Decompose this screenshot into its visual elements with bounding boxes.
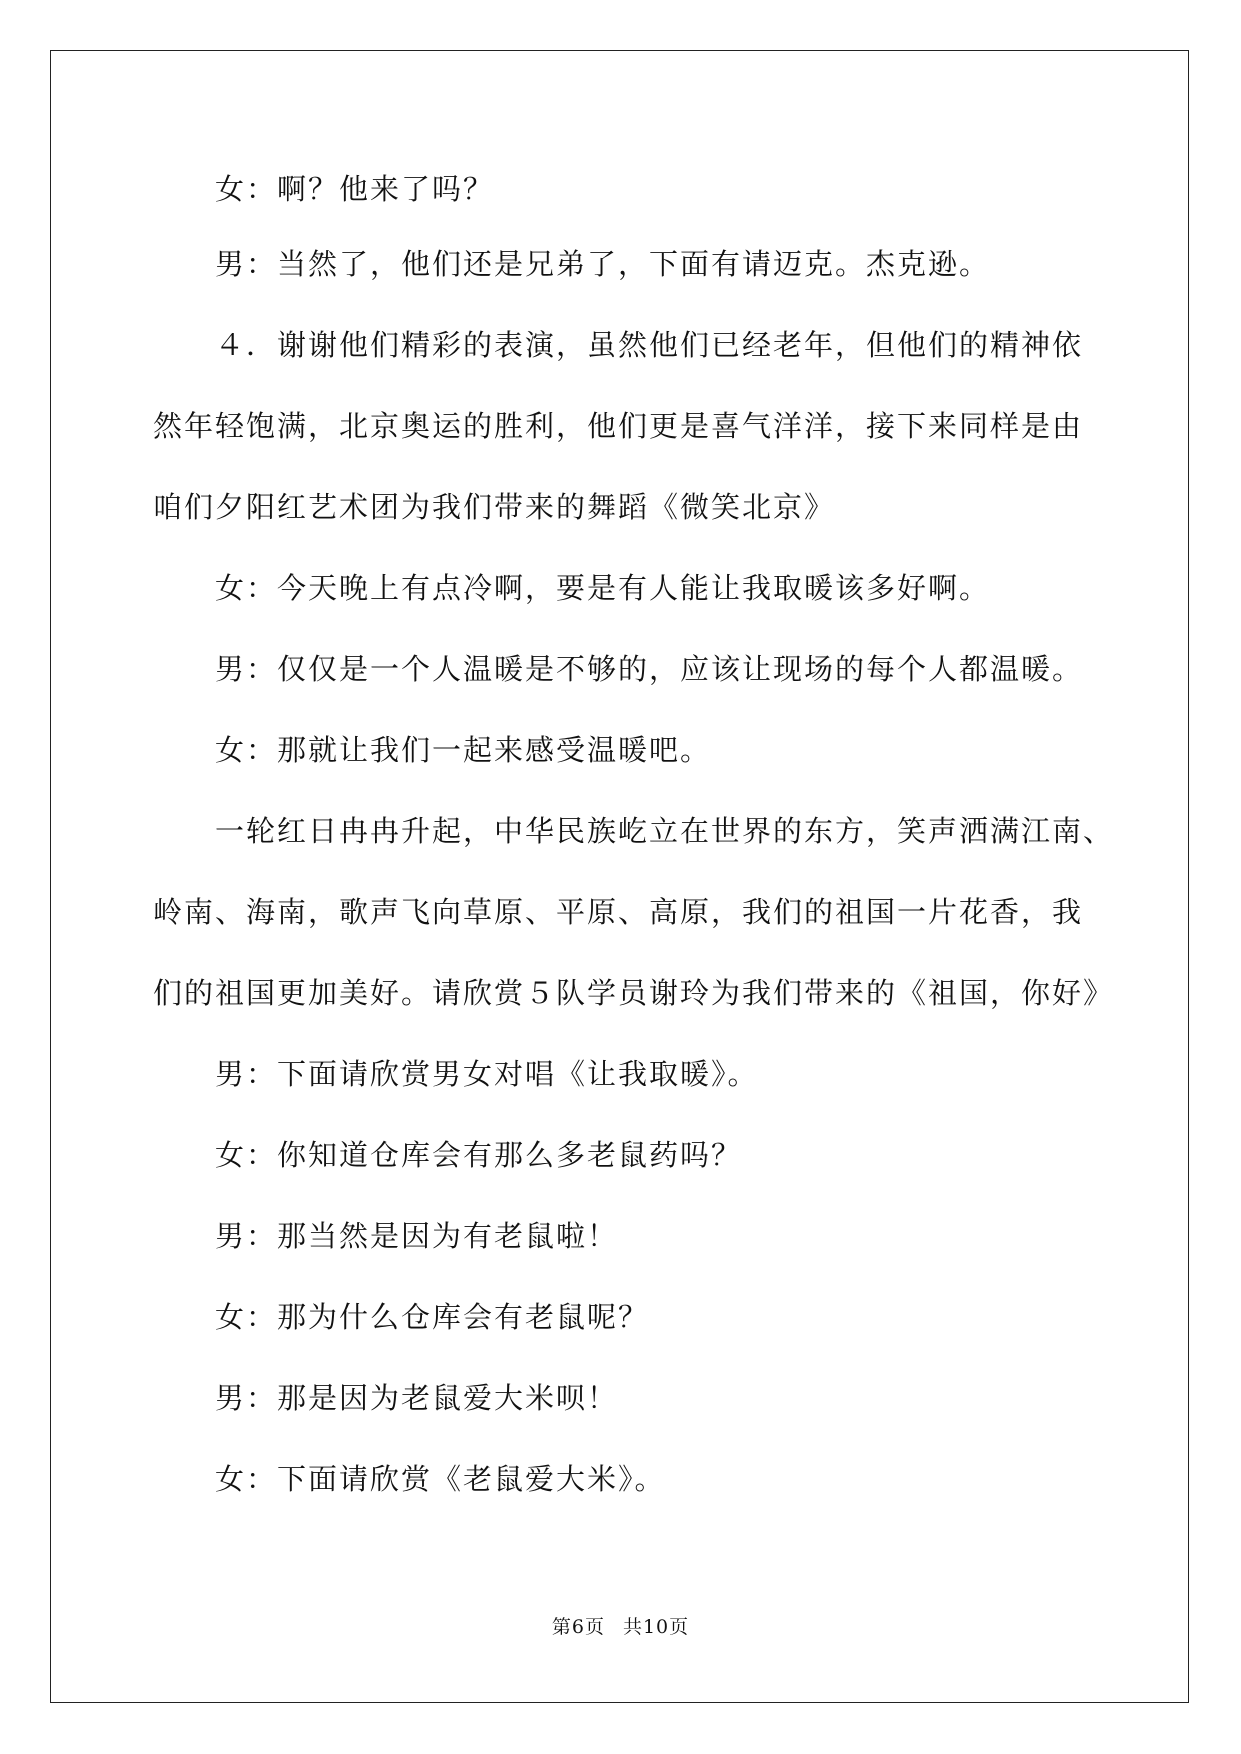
paragraph-line: 一轮红日冉冉升起，中华民族屹立在世界的东方，笑声洒满江南、 xyxy=(215,814,1115,848)
document-body xyxy=(153,171,1115,1520)
paragraph-line: 女：你知道仓库会有那么多老鼠药吗？ xyxy=(215,1138,743,1172)
paragraph-line: 女：今天晚上有点冷啊，要是有人能让我取暖该多好啊。 xyxy=(215,571,991,605)
paragraph-line: 岭南、海南，歌声飞向草原、平原、高原，我们的祖国一片花香，我 xyxy=(153,895,1084,929)
page-footer xyxy=(0,1612,1241,1639)
paragraph-line: 女：那为什么仓库会有老鼠呢？ xyxy=(215,1300,650,1334)
paragraph-line: 女：那就让我们一起来感受温暖吧。 xyxy=(215,733,712,767)
paragraph-line: 男：下面请欣赏男女对唱《让我取暖》。 xyxy=(215,1057,759,1091)
paragraph-line: 然年轻饱满，北京奥运的胜利，他们更是喜气洋洋，接下来同样是由 xyxy=(153,409,1084,443)
paragraph-line: 女：啊？他来了吗？ xyxy=(215,172,495,206)
page-number: 第6页 xyxy=(551,1616,605,1638)
paragraph-line: 男：那当然是因为有老鼠啦！ xyxy=(215,1219,619,1253)
paragraph-line: 女：下面请欣赏《老鼠爱大米》。 xyxy=(215,1462,666,1496)
paragraph-line: 男：那是因为老鼠爱大米呗！ xyxy=(215,1381,619,1415)
page-total: 共10页 xyxy=(622,1616,690,1638)
paragraph-line: 男：仅仅是一个人温暖是不够的，应该让现场的每个人都温暖。 xyxy=(215,652,1084,686)
paragraph-line: 咱们夕阳红艺术团为我们带来的舞蹈《微笑北京》 xyxy=(153,490,836,524)
paragraph-line: ４．谢谢他们精彩的表演，虽然他们已经老年，但他们的精神依 xyxy=(215,328,1084,362)
paragraph-line: 男：当然了，他们还是兄弟了，下面有请迈克。杰克逊。 xyxy=(215,247,991,281)
paragraph-line: 们的祖国更加美好。请欣赏５队学员谢玲为我们带来的《祖国，你好》 xyxy=(153,976,1115,1010)
